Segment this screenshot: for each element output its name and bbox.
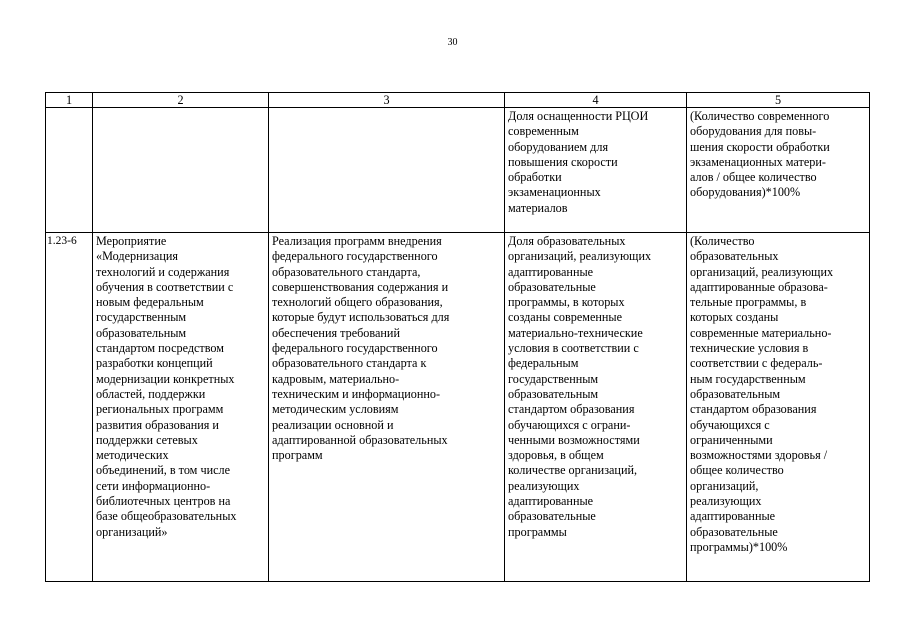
page-number: 30 — [447, 37, 458, 48]
indicator-formula-cell: (Количество современного оборудования для повы- шения скорости обработки экзаменационных матери- алов / общее количество оборудования)*100% — [687, 108, 870, 233]
event-description-cell: Реализация программ внедрения федерального государственного образовательного стандарта, совершенствования содержания и технологий общего образования, которые будут использоваться для обеспечения требований федерального государственного образовательного стандарта к кадровым, материально- техническим и информационно- методическим условиям реализации основной и адаптированной образовательных программ — [269, 233, 505, 582]
event-description-cell — [269, 108, 505, 233]
column-number-1: 1 — [46, 93, 93, 108]
column-number-row — [46, 93, 870, 108]
column-number-5: 5 — [687, 93, 870, 108]
column-number-2: 2 — [93, 93, 269, 108]
document-table — [45, 92, 870, 582]
row-code-cell — [46, 108, 93, 233]
event-name-cell — [93, 108, 269, 233]
row-code-cell: 1.23-6 — [46, 233, 93, 582]
table-row — [46, 233, 870, 582]
column-number-3: 3 — [269, 93, 505, 108]
indicator-name-cell: Доля образовательных организаций, реализующих адаптированные образовательные программы, в которых созданы современные материально-технические условия в соответствии с федеральным государственным образовательным стандартом образования обучающихся с ограни- ченными возможностями здоровья, в общем количестве организаций, реализующих адаптированные образовательные программы — [505, 233, 687, 582]
indicator-name-cell: Доля оснащенности РЦОИ современным оборудованием для повышения скорости обработки экзаменационных материалов — [505, 108, 687, 233]
indicator-formula-cell: (Количество образовательных организаций, реализующих адаптированные образова- тельные программы, в которых созданы современные материально- технические условия в соответствии с федераль- ным государственным образовательным стандартом образования обучающихся с ограниченными возможностями здоровья / общее количество организаций, реализующих адаптированные образовательные программы)*100% — [687, 233, 870, 582]
column-number-4: 4 — [505, 93, 687, 108]
table-row — [46, 108, 870, 233]
event-name-cell: Мероприятие «Модернизация технологий и содержания обучения в соответствии с новым федеральным государственным образовательным стандартом посредством разработки концепций модернизации конкретных областей, поддержки региональных программ развития образования и поддержки сетевых методических объединений, в том числе сети информационно- библиотечных центров на базе общеобразовательных организаций» — [93, 233, 269, 582]
